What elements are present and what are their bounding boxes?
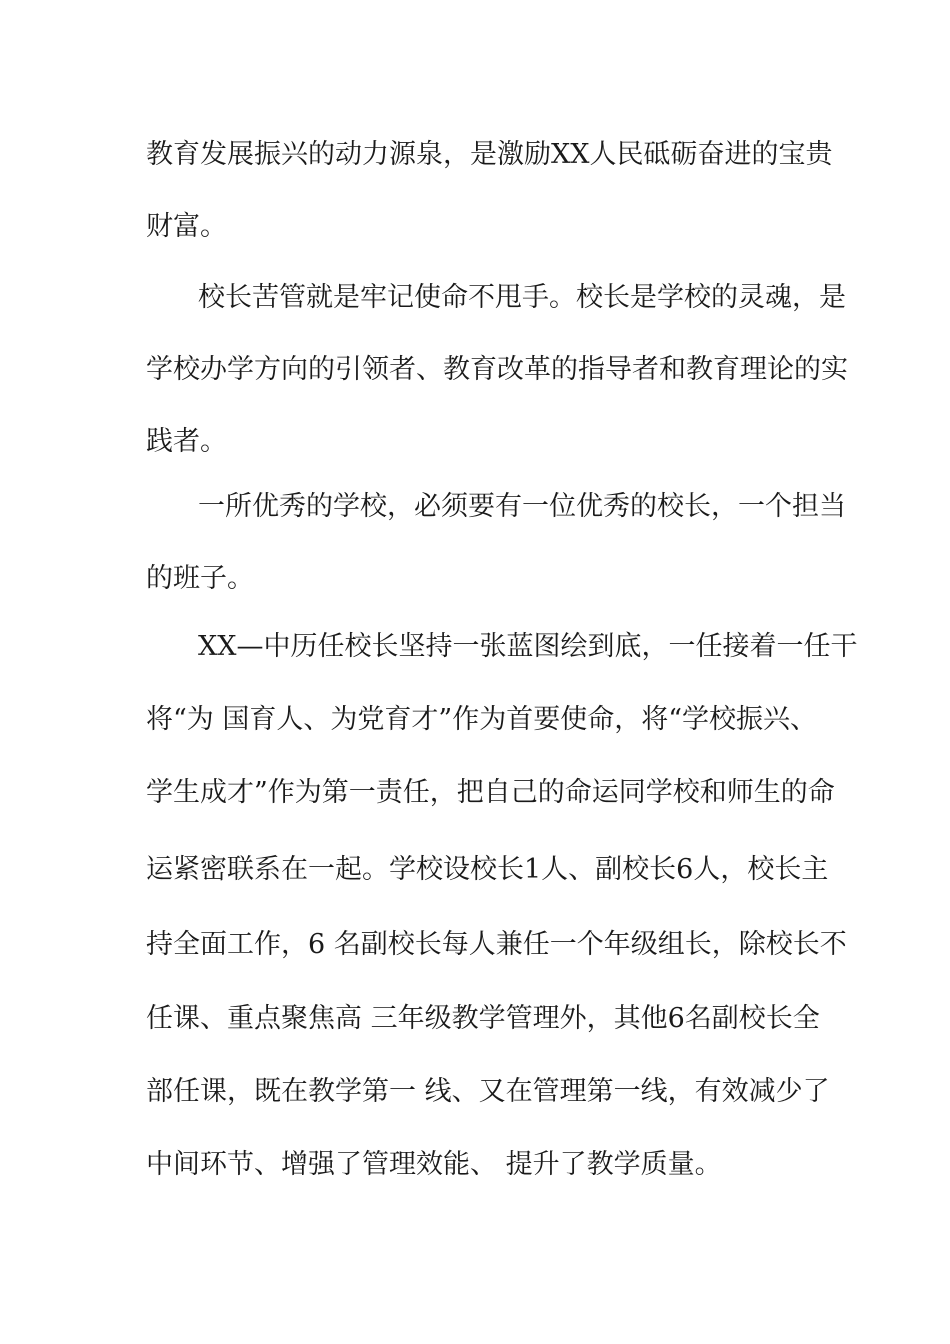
paragraph-line: 一所优秀的学校，必须要有一位优秀的校长，一个担当: [198, 491, 846, 522]
paragraph-line: 持全面工作，6 名副校长每人兼任一个年级组长，除校长不: [146, 929, 847, 960]
paragraph-line: 践者。: [146, 426, 227, 457]
paragraph-line: 的班子。: [146, 563, 254, 594]
paragraph-line: 财富。: [146, 211, 227, 242]
paragraph-line: 学生成才”作为第一责任，把自己的命运同学校和师生的命: [146, 777, 835, 808]
paragraph-line: 运紧密联系在一起。学校设校长1人、副校长6人，校长主: [146, 854, 829, 885]
paragraph-line: 教育发展振兴的动力源泉，是激励XX人民砥砺奋进的宝贵: [146, 139, 833, 170]
paragraph-line: 中间环节、增强了管理效能、 提升了教学质量。: [146, 1149, 722, 1180]
paragraph-line: 部任课，既在教学第一 线、又在管理第一线，有效减少了: [146, 1076, 830, 1107]
paragraph-line: 将“为 国育人、为党育才”作为首要使命，将“学校振兴、: [146, 704, 817, 735]
paragraph-line: XX—中历任校长坚持一张蓝图绘到底，一任接着一任干: [198, 631, 858, 662]
paragraph-line: 任课、重点聚焦高 三年级教学管理外，其他6名副校长全: [146, 1003, 820, 1034]
paragraph-line: 学校办学方向的引领者、教育改革的指导者和教育理论的实: [146, 354, 848, 385]
paragraph-line: 校长苦管就是牢记使命不甩手。校长是学校的灵魂，是: [198, 282, 846, 313]
